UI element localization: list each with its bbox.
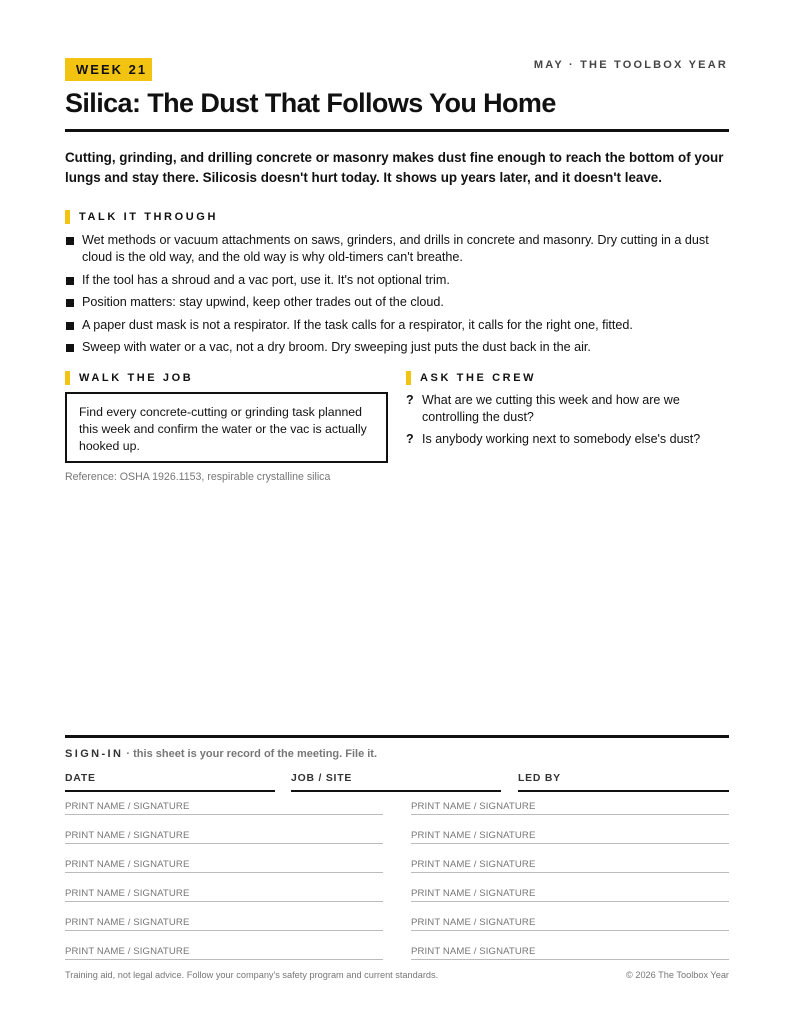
list-item-text: Position matters: stay upwind, keep other trades out of the cloud. <box>82 295 444 309</box>
sign-in-title: SIGN-IN <box>65 748 124 760</box>
square-bullet-icon <box>66 322 74 330</box>
signature-line[interactable]: PRINT NAME / SIGNATURE <box>411 801 729 815</box>
week-badge: WEEK 21 <box>65 58 152 81</box>
signature-line[interactable]: PRINT NAME / SIGNATURE <box>65 946 383 960</box>
signature-line[interactable]: PRINT NAME / SIGNATURE <box>411 830 729 844</box>
talk-it-through-list <box>65 232 729 362</box>
list-item <box>65 232 729 266</box>
list-item <box>65 317 729 334</box>
sign-in-divider <box>65 735 729 738</box>
signature-line[interactable]: PRINT NAME / SIGNATURE <box>411 859 729 873</box>
signature-line[interactable]: PRINT NAME / SIGNATURE <box>65 917 383 931</box>
list-item <box>65 294 729 311</box>
signature-line[interactable]: PRINT NAME / SIGNATURE <box>65 888 383 902</box>
job-site-field-label: JOB / SITE <box>291 773 353 784</box>
question-item <box>406 431 729 448</box>
signature-line[interactable]: PRINT NAME / SIGNATURE <box>411 917 729 931</box>
question-mark-icon: ? <box>406 393 414 407</box>
signature-line[interactable]: PRINT NAME / SIGNATURE <box>411 888 729 902</box>
square-bullet-icon <box>66 344 74 352</box>
sign-in-note: · this sheet is your record of the meeting. File it. <box>126 748 378 760</box>
walk-the-job-heading: WALK THE JOB <box>65 371 193 385</box>
reference-note: Reference: OSHA 1926.1153, respirable crystalline silica <box>65 471 331 483</box>
led-by-field-label: LED BY <box>518 773 561 784</box>
question-mark-icon: ? <box>406 432 414 446</box>
list-item-text: If the tool has a shroud and a vac port, use it. It's not optional trim. <box>82 272 450 287</box>
signature-line[interactable]: PRINT NAME / SIGNATURE <box>65 801 383 815</box>
signature-line[interactable]: PRINT NAME / SIGNATURE <box>411 946 729 960</box>
list-item-text: A paper dust mask is not a respirator. If the task calls for a respirator, it calls for the right one, fitted. <box>82 317 633 332</box>
signature-line[interactable]: PRINT NAME / SIGNATURE <box>65 859 383 873</box>
question-text: Is anybody working next to somebody else's dust? <box>422 432 701 446</box>
ask-the-crew-list <box>406 392 729 453</box>
job-site-field[interactable] <box>291 768 501 792</box>
square-bullet-icon <box>66 277 74 285</box>
square-bullet-icon <box>66 299 74 307</box>
list-item-text: Sweep with water or a vac, not a dry broom. Dry sweeping just puts the dust back in the air. <box>82 340 591 354</box>
square-bullet-icon <box>66 237 74 245</box>
list-item <box>65 339 729 356</box>
footer-copyright: © 2026 The Toolbox Year <box>626 970 729 980</box>
list-item <box>65 272 729 289</box>
page-title: Silica: The Dust That Follows You Home <box>65 88 556 118</box>
talk-it-through-heading: TALK IT THROUGH <box>65 210 218 224</box>
sign-in-heading <box>65 748 377 760</box>
date-field[interactable] <box>65 768 275 792</box>
question-item <box>406 392 729 426</box>
date-field-label: DATE <box>65 773 96 784</box>
list-item-text: Wet methods or vacuum attachments on saws, grinders, and drills in concrete and masonry. Dry cutting in a dust cloud is the old way, and the old way is why old-timers can't breathe. <box>82 233 709 264</box>
series-label: MAY · THE TOOLBOX YEAR <box>533 59 728 71</box>
led-by-field[interactable] <box>518 768 729 792</box>
title-divider <box>65 129 729 132</box>
intro-paragraph: Cutting, grinding, and drilling concrete or masonry makes dust fine enough to reach the bottom of your lungs and stay there. Silicosis doesn't hurt today. It shows up years later, and it doesn't leave. <box>65 150 724 185</box>
ask-the-crew-heading: ASK THE CREW <box>406 371 536 385</box>
walk-the-job-box: Find every concrete-cutting or grinding task planned this week and confirm the water or the vac is actually hooked up. <box>65 392 388 463</box>
signature-line[interactable]: PRINT NAME / SIGNATURE <box>65 830 383 844</box>
footer-disclaimer: Training aid, not legal advice. Follow your company's safety program and current standards. <box>65 970 439 980</box>
question-text: What are we cutting this week and how are we controlling the dust? <box>422 393 680 424</box>
